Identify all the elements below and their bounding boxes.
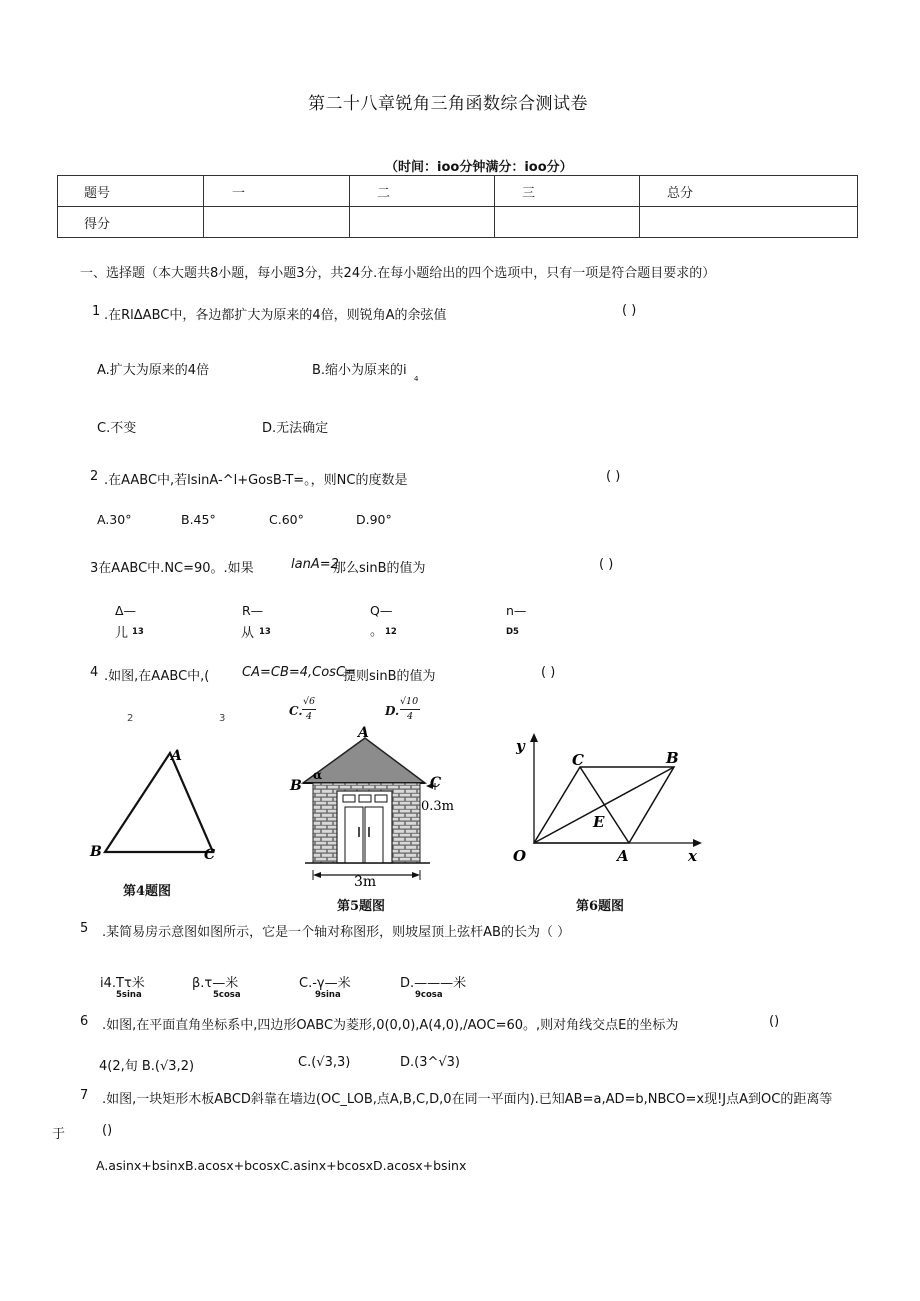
q5-option-a[interactable]: i4.Tτ米 bbox=[100, 976, 145, 991]
q3-option-c-top[interactable]: Q— bbox=[370, 603, 393, 618]
q2-number: 2 bbox=[90, 469, 99, 484]
q6-option-c[interactable]: C.(√3,3) bbox=[298, 1055, 351, 1070]
fig6-label-o: O bbox=[513, 847, 527, 865]
header-cell: 题号 bbox=[58, 176, 204, 207]
q4-option-d-den: 4 bbox=[407, 711, 414, 722]
fig5-label-a: A bbox=[358, 725, 369, 741]
q1-option-b-sub: 4 bbox=[414, 375, 419, 383]
fig4-label-c: C bbox=[204, 847, 216, 863]
q3-condition: lanA=2 bbox=[291, 557, 339, 572]
fraction-bar bbox=[400, 709, 420, 710]
q3-option-c-bottom[interactable]: 。 bbox=[370, 624, 384, 639]
q4-option-c-den: 4 bbox=[306, 711, 313, 722]
header-cell: 三 bbox=[495, 176, 640, 207]
q3-option-a-sub: 13 bbox=[132, 627, 144, 637]
q5-option-c-sub: 9sina bbox=[315, 990, 341, 1000]
q3-answer-paren[interactable]: ( ) bbox=[599, 557, 614, 572]
q3-option-b-sub: 13 bbox=[259, 627, 271, 637]
figure-6 bbox=[508, 730, 708, 875]
fraction-bar bbox=[302, 709, 316, 710]
q4-option-d[interactable]: D. bbox=[385, 704, 400, 718]
header-cell: 一 bbox=[204, 176, 350, 207]
q1-option-b[interactable]: B.缩小为原来的i bbox=[312, 363, 407, 378]
exam-info: （时间：ioo分钟满分：ioo分） bbox=[385, 160, 573, 175]
q2-option-b[interactable]: B.45° bbox=[181, 512, 216, 527]
section-heading: 一、选择题（本大题共8小题，每小题3分，共24分.在每小题给出的四个选项中，只有一项是符合题目要求的） bbox=[80, 266, 716, 281]
fig4-caption: 第4题图 bbox=[123, 884, 172, 899]
q3-text: 3在AABC中.NC=90。.如果 bbox=[90, 561, 254, 576]
fig5-label-c: C bbox=[430, 775, 442, 791]
q2-option-a[interactable]: A.30° bbox=[97, 512, 132, 527]
q5-option-b[interactable]: β.τ—米 bbox=[192, 976, 239, 991]
q7-answer-paren[interactable]: () bbox=[102, 1123, 113, 1138]
figure-5 bbox=[285, 725, 475, 890]
score-cell[interactable] bbox=[640, 207, 858, 238]
q2-option-d[interactable]: D.90° bbox=[356, 512, 392, 527]
fig6-label-x: x bbox=[688, 847, 697, 865]
figure-4 bbox=[85, 740, 230, 865]
q4-option-c-num: √6 bbox=[303, 696, 316, 707]
fig6-caption: 第6题图 bbox=[576, 899, 625, 914]
diagonal-ac bbox=[580, 767, 629, 843]
q3-option-a-bottom[interactable]: 儿 bbox=[115, 626, 129, 641]
fig5-label-b: B bbox=[290, 778, 302, 794]
triangle-abc bbox=[105, 753, 213, 852]
page-title: 第二十八章锐角三角函数综合测试卷 bbox=[308, 94, 588, 114]
score-cell[interactable] bbox=[204, 207, 350, 238]
q6-option-d[interactable]: D.(3^√3) bbox=[400, 1055, 461, 1070]
q6-answer-paren[interactable]: () bbox=[769, 1014, 780, 1029]
row-label: 得分 bbox=[58, 207, 204, 238]
q7-options[interactable]: A.asinx+bsinxB.acosx+bcosxC.asinx+bcosxD.acosx+bsinx bbox=[96, 1158, 467, 1173]
fig5-caption: 第5题图 bbox=[337, 899, 386, 914]
table-row bbox=[58, 207, 858, 238]
q5-option-c[interactable]: C.-γ—米 bbox=[299, 976, 351, 991]
door-right bbox=[365, 807, 383, 863]
q5-option-d-sub: 9cosa bbox=[415, 990, 443, 1000]
q1-option-d[interactable]: D.无法确定 bbox=[262, 421, 329, 436]
q2-option-c[interactable]: C.60° bbox=[269, 512, 304, 527]
q7-number: 7 bbox=[80, 1088, 89, 1103]
q5-option-d[interactable]: D.———米 bbox=[400, 976, 467, 991]
q3-text-tail: 那么sinB的值为 bbox=[333, 561, 426, 576]
q4-number: 4 bbox=[90, 665, 99, 680]
q2-answer-paren[interactable]: ( ) bbox=[606, 469, 621, 484]
q5-text: .某简易房示意图如图所示，它是一个轴对称图形，则坡屋顶上弦杆AB的长为（ ） bbox=[102, 925, 571, 940]
fig6-label-y: y bbox=[516, 737, 525, 755]
door-left bbox=[345, 807, 363, 863]
q4-text: .如图,在AABC中,( bbox=[104, 669, 210, 684]
fig5-width-label: 3m bbox=[354, 874, 377, 890]
fig6-label-a: A bbox=[617, 847, 629, 865]
header-cell: 总分 bbox=[640, 176, 858, 207]
q4-answer-paren[interactable]: ( ) bbox=[541, 665, 556, 680]
fig5-label-alpha: α bbox=[313, 768, 323, 782]
q4-option-a-den[interactable]: 2 bbox=[127, 713, 134, 724]
fig4-label-b: B bbox=[90, 844, 102, 860]
q7-text-cont: 于 bbox=[52, 1127, 66, 1142]
q6-option-ab[interactable]: 4(2,旬 B.(√3,2) bbox=[99, 1059, 195, 1074]
fig6-label-e: E bbox=[593, 813, 605, 831]
q3-option-d-bottom[interactable]: D5 bbox=[506, 627, 519, 637]
fig6-label-c: C bbox=[572, 751, 584, 769]
q1-text: .在RlΔABC中，各边都扩大为原来的4倍，则锐角A的余弦值 bbox=[104, 308, 447, 323]
q1-option-c[interactable]: C.不变 bbox=[97, 421, 137, 436]
score-cell[interactable] bbox=[350, 207, 495, 238]
q5-option-b-sub: 5cosa bbox=[213, 990, 241, 1000]
q5-number: 5 bbox=[80, 921, 89, 936]
q6-text: .如图,在平面直角坐标系中,四边形OABC为菱形,0(0,0),A(4,0),/AOC=60。,则对角线交点E的坐标为 bbox=[102, 1018, 679, 1033]
q4-option-d-num: √10 bbox=[400, 696, 419, 707]
q3-option-a-top[interactable]: Δ— bbox=[115, 603, 137, 618]
q1-option-a[interactable]: A.扩大为原来的4倍 bbox=[97, 363, 210, 378]
q5-option-a-sub: 5sina bbox=[116, 990, 142, 1000]
table-row bbox=[58, 176, 858, 207]
fig5-height-label: 0.3m bbox=[421, 799, 455, 814]
fig4-label-a: A bbox=[171, 748, 182, 764]
q1-answer-paren[interactable]: ( ) bbox=[622, 303, 637, 318]
q1-number: 1 bbox=[92, 304, 101, 319]
q3-option-d-top[interactable]: n— bbox=[506, 603, 527, 618]
q3-option-b-top[interactable]: R— bbox=[242, 603, 264, 618]
q4-option-b-den[interactable]: 3 bbox=[219, 713, 226, 724]
score-cell[interactable] bbox=[495, 207, 640, 238]
q3-option-c-sub: 12 bbox=[385, 627, 397, 637]
q2-text: .在AABC中,若lsinA-^l+GosB-T=。，则NC的度数是 bbox=[104, 473, 408, 488]
q7-text: .如图,一块矩形木板ABCD斜靠在墙边(OC_LOB,点A,B,C,D,0在同一平面内).已知AB=a,AD=b,NBCO=x现!J点A到OC的距离等 bbox=[102, 1092, 833, 1107]
q3-option-b-bottom[interactable]: 从 bbox=[241, 626, 255, 641]
q6-number: 6 bbox=[80, 1014, 89, 1029]
score-table bbox=[57, 175, 858, 238]
header-cell: 二 bbox=[350, 176, 495, 207]
q4-condition: CA=CB=4,CosC= bbox=[242, 665, 356, 680]
q4-text-tail: 提则sinB的值为 bbox=[343, 669, 436, 684]
q4-option-c[interactable]: C. bbox=[289, 704, 303, 718]
fig6-label-b: B bbox=[666, 749, 679, 767]
